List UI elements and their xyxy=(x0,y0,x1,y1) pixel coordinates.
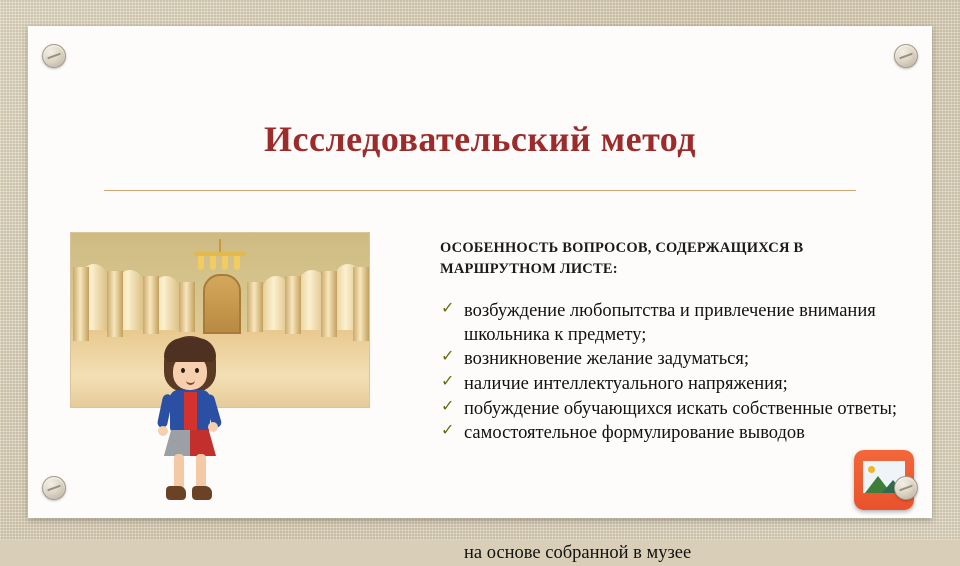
list-item xyxy=(440,422,910,446)
hall-pillar xyxy=(107,271,123,337)
screw-icon xyxy=(42,44,66,68)
title-divider xyxy=(104,190,856,191)
list-item-label: возникновение желание задуматься; xyxy=(464,349,750,370)
bullet-continuation-text: на основе собранной в музее xyxy=(464,543,692,563)
page-title: Исследовательский метод xyxy=(264,119,696,159)
check-icon: ✓ xyxy=(441,422,455,440)
screw-icon xyxy=(894,476,918,500)
list-item-label: наличие интеллектуального напряжения; xyxy=(464,374,788,395)
slide-board xyxy=(28,26,932,563)
schoolgirl-illustration xyxy=(146,336,232,508)
check-icon: ✓ xyxy=(441,373,455,391)
hall-pillar xyxy=(247,282,263,332)
hall-pillar xyxy=(285,276,301,334)
list-item-label: самостоятельное формулирование выводов xyxy=(464,423,805,444)
hall-pillar xyxy=(73,267,89,341)
list-item-label: побуждение обучающихся искать собственные ответы; xyxy=(464,398,898,419)
check-icon: ✓ xyxy=(441,397,455,415)
check-icon: ✓ xyxy=(441,300,455,317)
screw-icon xyxy=(894,44,918,68)
hall-pillar xyxy=(179,282,195,332)
list-item xyxy=(440,373,910,397)
hall-pillar xyxy=(353,267,369,341)
list-item xyxy=(440,300,910,347)
hall-pillar xyxy=(321,271,337,337)
screw-icon xyxy=(42,476,66,500)
list-item xyxy=(440,398,910,422)
content-subheading: ОСОБЕННОСТЬ ВОПРОСОВ, СОДЕРЖАЩИХСЯ В МАРШРУТНОМ ЛИСТЕ: xyxy=(440,240,804,278)
list-item xyxy=(440,348,910,372)
hall-doorway xyxy=(203,274,241,334)
hall-pillar xyxy=(143,276,159,334)
bullet-list xyxy=(440,300,910,447)
list-item-label: возбуждение любопытства и привлечение внимания школьника к предмету; xyxy=(464,301,876,345)
check-icon: ✓ xyxy=(441,348,455,366)
